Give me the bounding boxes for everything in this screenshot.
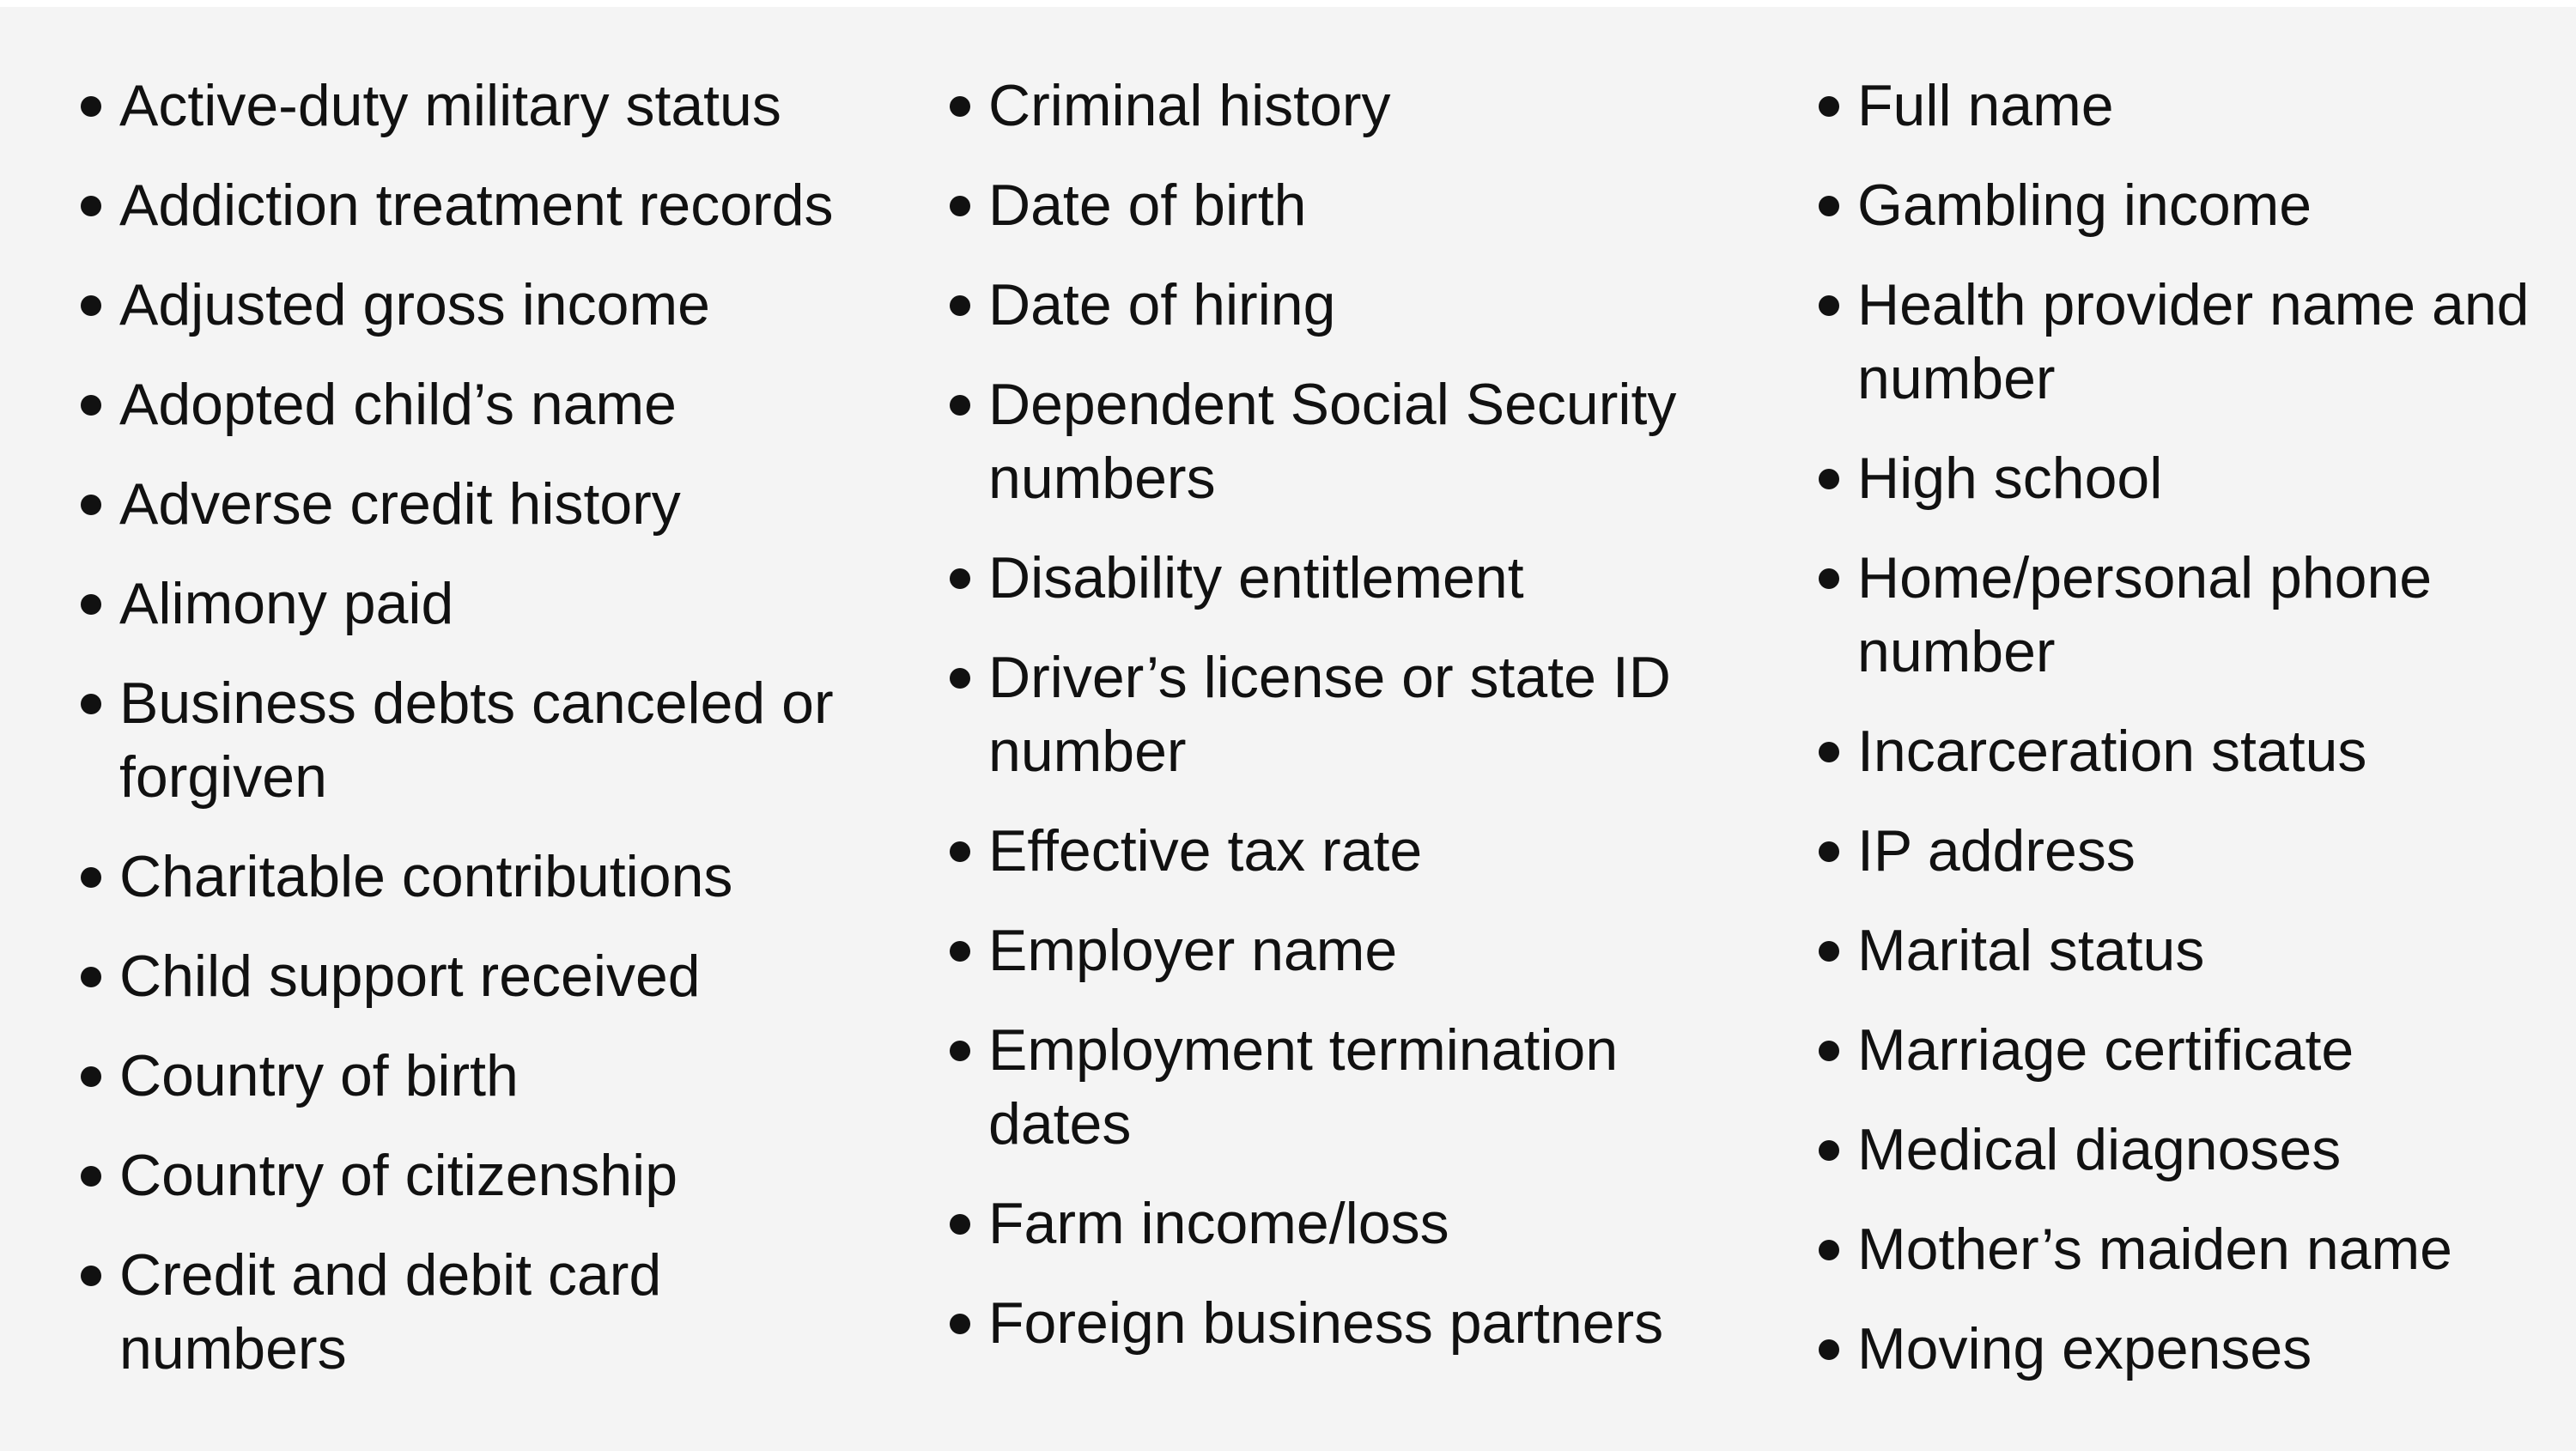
list-item [1817, 168, 2573, 242]
bullet-icon [81, 295, 101, 316]
bullet-icon [1819, 941, 1839, 962]
list-item [79, 840, 903, 914]
list-item [1817, 914, 2573, 987]
list-item-text: Disability entitlement [988, 545, 1524, 610]
list-item [948, 367, 1772, 515]
list-item-text: Criminal history [988, 73, 1391, 138]
list-item-text: Alimony paid [119, 571, 454, 636]
list-item-text: Home/personal phone number [1857, 545, 2433, 684]
list-item [948, 69, 1772, 143]
bullet-icon [1819, 1339, 1839, 1360]
list-item-text: Country of birth [119, 1043, 519, 1108]
bullet-icon [1819, 1041, 1839, 1061]
bullet-icon [1819, 196, 1839, 216]
bullet-icon [950, 941, 970, 962]
list-item [1817, 814, 2573, 888]
list-item [79, 567, 903, 641]
list-item-text: Marriage certificate [1857, 1017, 2354, 1083]
list-item-text: Driver’s license or state ID number [988, 645, 1671, 784]
list-item [79, 1138, 903, 1212]
list-item [79, 467, 903, 541]
list-item [948, 914, 1772, 987]
list-item-text: Full name [1857, 73, 2114, 138]
list-item [1817, 1212, 2573, 1286]
bullet-icon [1819, 568, 1839, 589]
list-item [1817, 541, 2573, 689]
list-item [79, 939, 903, 1013]
bullet-icon [950, 395, 970, 416]
bullet-icon [81, 96, 101, 117]
list-item-text: Foreign business partners [988, 1290, 1664, 1356]
bullet-icon [81, 196, 101, 216]
list-item [79, 367, 903, 441]
bullet-icon [1819, 841, 1839, 862]
list-item-text: Medical diagnoses [1857, 1117, 2342, 1182]
bullet-icon [950, 841, 970, 862]
list-item-text: Charitable contributions [119, 844, 733, 909]
bullet-icon [1819, 295, 1839, 316]
list-item-text: Farm income/loss [988, 1191, 1449, 1256]
list-item [948, 641, 1772, 788]
bullet-icon [81, 694, 101, 714]
column-1 [79, 69, 903, 1412]
list-item [1817, 1113, 2573, 1187]
list-item [79, 69, 903, 143]
bullet-icon [1819, 742, 1839, 762]
list-item-text: Employment termination dates [988, 1017, 1619, 1157]
list-item [948, 814, 1772, 888]
list-item [948, 1286, 1772, 1360]
list-item-text: Gambling income [1857, 173, 2312, 238]
list-item-text: Marital status [1857, 918, 2205, 983]
bullet-icon [950, 1314, 970, 1334]
bullet-icon [81, 1266, 101, 1286]
bullet-icon [1819, 1240, 1839, 1260]
bullet-icon [950, 196, 970, 216]
list-item-text: Mother’s maiden name [1857, 1217, 2452, 1282]
list-item [1817, 441, 2573, 515]
list-item-text: Date of hiring [988, 272, 1336, 337]
bullet-icon [81, 867, 101, 888]
list-item-text: Country of citizenship [119, 1143, 678, 1208]
list-panel [0, 7, 2576, 1451]
list-item [1817, 1013, 2573, 1087]
list-item [1817, 1312, 2573, 1386]
bullet-icon [81, 395, 101, 416]
bullet-icon [950, 295, 970, 316]
list-item-text: Active-duty military status [119, 73, 781, 138]
list-item [79, 666, 903, 814]
bullet-icon [950, 96, 970, 117]
bullet-icon [1819, 469, 1839, 489]
bullet-icon [81, 495, 101, 515]
list-item-text: Dependent Social Security numbers [988, 372, 1677, 511]
list-item-text: Date of birth [988, 173, 1307, 238]
list-item [79, 1238, 903, 1386]
list-item-text: Credit and debit card numbers [119, 1242, 662, 1381]
list-item-text: Effective tax rate [988, 818, 1423, 883]
bullet-icon [81, 1066, 101, 1087]
bullet-icon [1819, 96, 1839, 117]
list-item-text: IP address [1857, 818, 2136, 883]
bullet-icon [81, 1166, 101, 1187]
list-item [1817, 268, 2573, 416]
list-item [79, 1039, 903, 1113]
list-item-text: Adverse credit history [119, 471, 681, 537]
list-item-text: Child support received [119, 944, 701, 1009]
list-item [79, 168, 903, 242]
bullet-icon [950, 668, 970, 689]
bullet-icon [1819, 1140, 1839, 1161]
list-item-text: Health provider name and number [1857, 272, 2530, 411]
list-item-text: High school [1857, 446, 2163, 511]
list-item-text: Incarceration status [1857, 719, 2367, 784]
list-item-text: Addiction treatment records [119, 173, 834, 238]
bullet-icon [950, 1214, 970, 1235]
list-item [948, 541, 1772, 615]
bullet-icon [81, 967, 101, 987]
list-item-text: Adopted child’s name [119, 372, 677, 437]
list-item-text: Adjusted gross income [119, 272, 710, 337]
bullet-icon [81, 594, 101, 615]
list-item [948, 1013, 1772, 1161]
list-item [79, 268, 903, 342]
list-item [948, 1187, 1772, 1260]
list-item-text: Moving expenses [1857, 1316, 2312, 1381]
list-item [1817, 69, 2573, 143]
list-item [948, 168, 1772, 242]
list-item [1817, 714, 2573, 788]
list-item-text: Business debts canceled or forgiven [119, 671, 834, 810]
list-item [948, 268, 1772, 342]
column-2 [948, 69, 1772, 1386]
column-3 [1817, 69, 2573, 1412]
bullet-icon [950, 1041, 970, 1061]
bullet-icon [950, 568, 970, 589]
list-item-text: Employer name [988, 918, 1398, 983]
